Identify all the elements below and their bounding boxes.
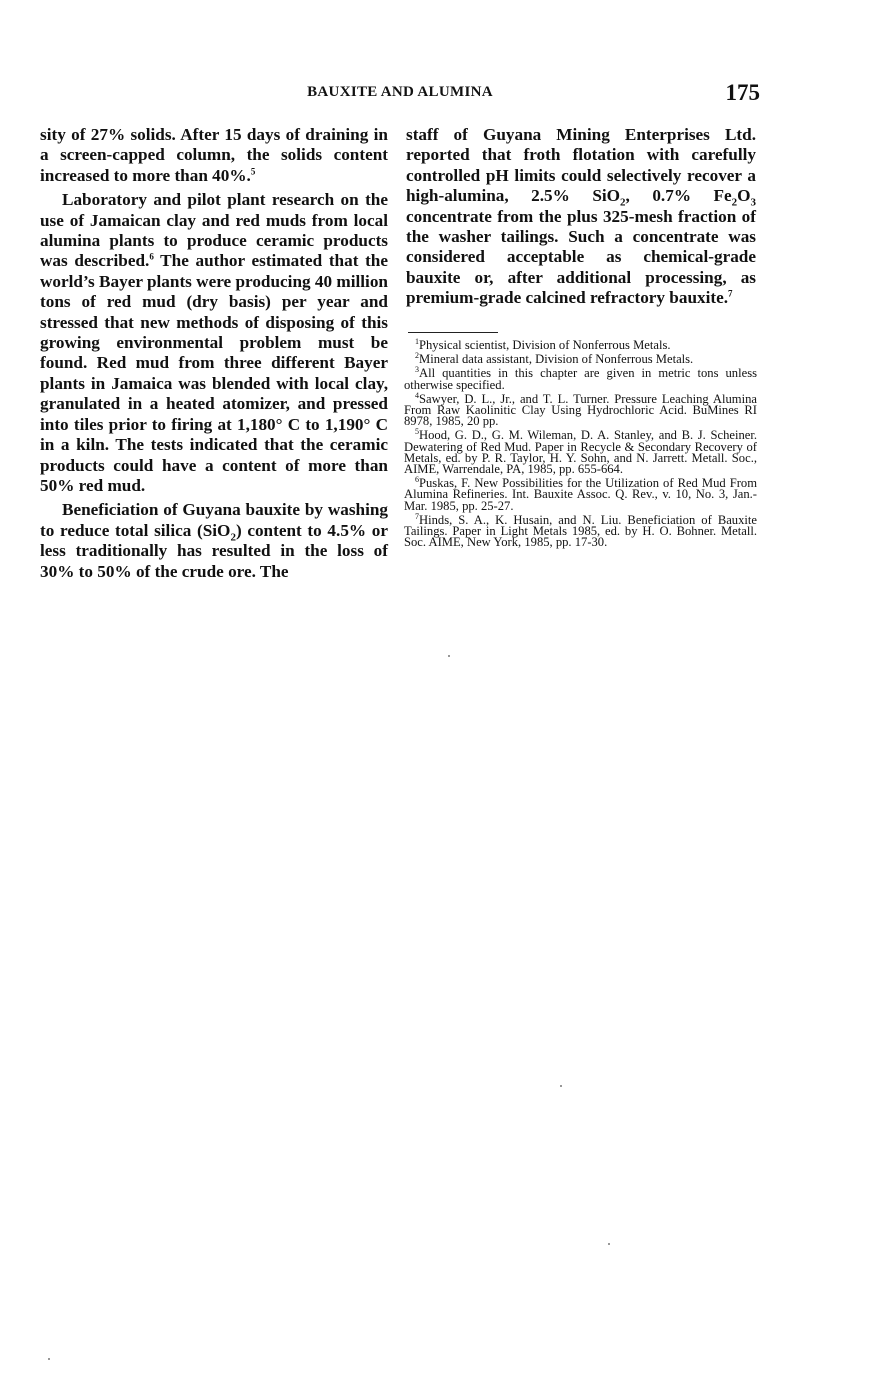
- footnote: [404, 390, 757, 429]
- paragraph: [40, 190, 388, 496]
- scan-speck: [48, 1358, 50, 1360]
- footnote: [404, 511, 757, 550]
- paragraph: [40, 500, 388, 582]
- footnote-divider: [408, 332, 498, 333]
- subscript: 2: [731, 196, 738, 209]
- left-column: [40, 125, 388, 582]
- paragraph: [40, 125, 388, 186]
- footnote-text: Hinds, S. A., K. Husain, and N. Liu. Beneficiation of Bauxite Tailings. Paper in Light Metals 1985, ed. by H. O. Bohner. Metall. Soc. AIME, New York, 1985, pp. 17-30.: [404, 512, 757, 550]
- footnote-number: 5: [415, 427, 419, 437]
- footnotes: [404, 336, 757, 551]
- footnote: [404, 427, 757, 477]
- footnote-number: 3: [415, 365, 419, 375]
- paragraph: [406, 125, 756, 309]
- subscript: 2: [230, 531, 236, 544]
- subscript: 3: [750, 196, 756, 209]
- footnote-number: 2: [415, 351, 419, 361]
- footnote-number: 1: [415, 336, 419, 346]
- footnote: [404, 365, 757, 392]
- paragraph-text: , 0.7% Fe: [625, 186, 732, 206]
- right-column: [406, 125, 756, 309]
- running-title: BAUXITE AND ALUMINA: [307, 84, 493, 100]
- footnote-text: Physical scientist, Division of Nonferrous Metals.: [419, 338, 671, 352]
- footnote-number: 6: [415, 475, 419, 485]
- paragraph-text: Laboratory and pilot plant research on the use of Jamaican clay and red muds from local alumina plants to produce ceramic products was described.: [40, 190, 388, 271]
- footnote: [404, 475, 757, 513]
- scan-speck: [448, 655, 450, 657]
- footnote-ref: 6: [149, 251, 154, 262]
- page-number: 175: [725, 80, 760, 105]
- paragraph-text: O: [737, 186, 751, 206]
- footnote-number: 7: [415, 511, 419, 521]
- footnote-text: Puskas, F. New Possibilities for the Utilization of Red Mud From Alumina Refineries. Int. Bauxite Assoc. Q. Rev., v. 10, No. 3, Jan.-Mar. 1985, pp. 25-27.: [404, 476, 757, 513]
- paragraph-text: ) content to 4.5% or less traditionally has resulted in the loss of 30% to 50% of the crude ore. The: [40, 520, 388, 581]
- footnote-text: All quantities in this chapter are given in metric tons unless otherwise specified.: [404, 366, 757, 392]
- paragraph-text: The author estimated that the world’s Bayer plants were producing 40 million tons of red mud (dry basis) per year and stressed that new methods of disposing of this growing environmental problem must be found. Red mud from three different Bayer plants in Jamaica was blended with local clay, granulated in a heated atomizer, and pressed into tiles prior to firing at 1,180° C to 1,190° C in a kiln. The tests indicated that the ceramic products could have a content of more than 50% red mud.: [40, 251, 388, 495]
- footnote: [404, 336, 757, 352]
- footnote-ref: 5: [250, 166, 256, 177]
- footnote-number: 4: [415, 390, 419, 400]
- footnote-ref: 7: [728, 288, 733, 299]
- footnote-text: Hood, G. D., G. M. Wileman, D. A. Stanley, and B. J. Scheiner. Dewatering of Red Mud. Paper in Recycle & Secondary Recovery of Metals, ed. by P. R. Taylor, H. Y. Sohn, and N. Jarrett. Metall. Soc., AIME, Warrendale, PA, 1985, pp. 655-664.: [404, 428, 757, 477]
- scan-speck: [560, 1085, 562, 1087]
- paragraph-text: concentrate from the plus 325-mesh fraction of the washer tailings. Such a concentrate was considered acceptable as chemical-grade bauxite or, after additional processing, as premium-grade calcined refractory bauxite.: [406, 206, 756, 308]
- scan-speck: [608, 1243, 610, 1245]
- paragraph-text: Beneficiation of Guyana bauxite by washing to reduce total silica (SiO: [40, 500, 388, 540]
- footnote: [404, 351, 757, 367]
- paragraph-text: staff of Guyana Mining Enterprises Ltd. reported that froth flotation with carefully controlled pH limits could selectively recover a high-alumina, 2.5% SiO: [406, 125, 756, 206]
- footnote-text: Sawyer, D. L., Jr., and T. L. Turner. Pressure Leaching Alumina From Raw Kaolinitic Clay Using Hydrochloric Acid. BuMines RI 8978, 1985, 20 pp.: [404, 391, 757, 429]
- footnote-text: Mineral data assistant, Division of Nonferrous Metals.: [419, 352, 694, 367]
- paragraph-text: sity of 27% solids. After 15 days of draining in a screen-capped column, the solids content increased to more than 40%.: [40, 125, 388, 185]
- subscript: 2: [620, 196, 626, 209]
